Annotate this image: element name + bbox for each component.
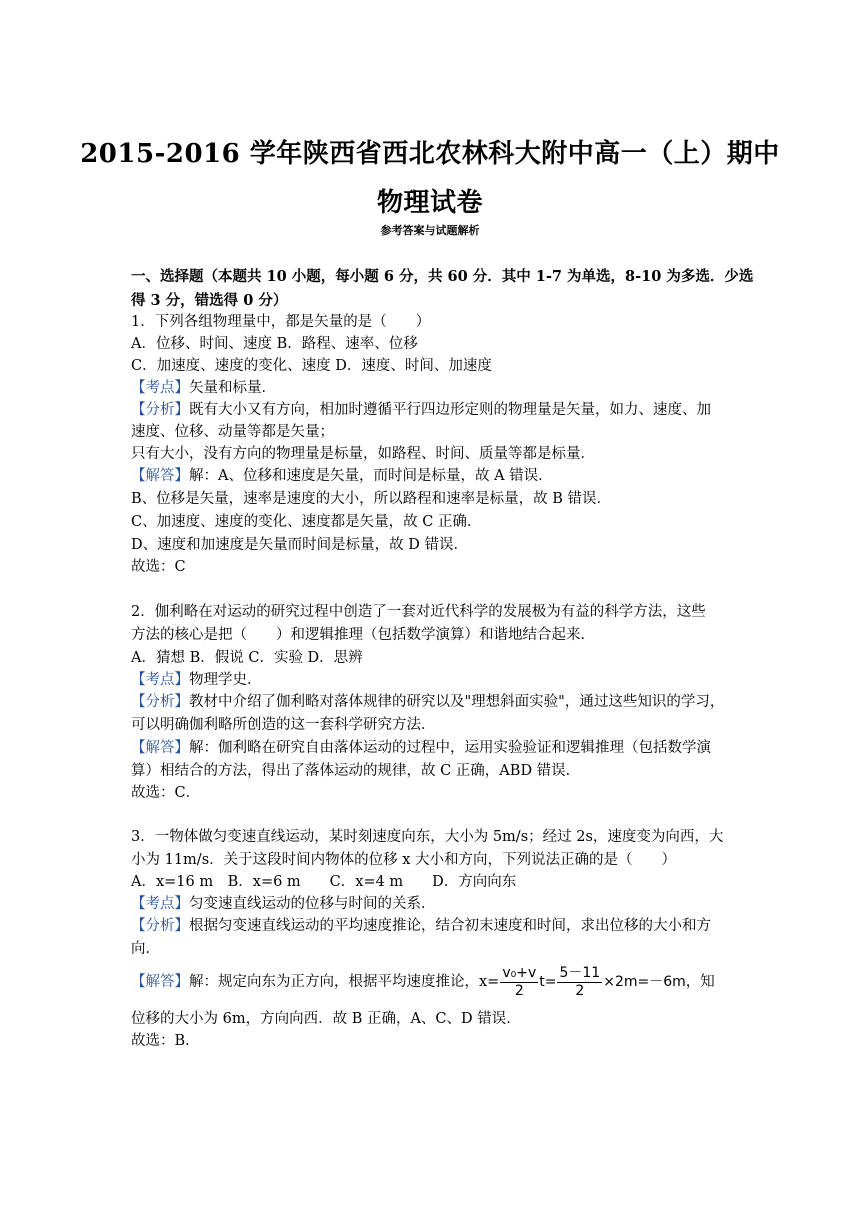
q2-jieda-text-2: 算）相结合的方法，得出了落体运动的规律，故 C 正确，ABD 错误． xyxy=(131,763,581,779)
q3-fenxi-text-2: 向． xyxy=(131,941,160,957)
jieda-label: 【解答】 xyxy=(131,740,189,756)
q1-jieda-text-3: C、加速度、速度的变化、速度都是矢量，故 C 正确． xyxy=(131,514,482,530)
fraction-1-numerator: v₀+v xyxy=(502,964,537,981)
q3-kaodian-text: 匀变速直线运动的位移与时间的关系． xyxy=(189,896,436,912)
q1-kaodian xyxy=(131,377,731,399)
section-header-line2: 得 3 分，错选得 0 分） xyxy=(131,292,288,309)
q2-fenxi-text-1: 教材中介绍了伽利略对落体规律的研究以及"理想斜面实验"，通过这些知识的学习， xyxy=(189,694,725,710)
q3-stem-1: 3．一物体做匀变速直线运动，某时刻速度向东，大小为 5m/s；经过 2s，速度变为向西，大 xyxy=(131,829,724,845)
q3-jieda-text-1-end: ，知 xyxy=(685,974,715,990)
fraction-1-denominator: 2 xyxy=(514,982,524,999)
q2-jieda-text-1: 解：伽利略在研究自由落体运动的过程中，运用实验验证和逻辑推理（包括数学演 xyxy=(189,740,711,756)
formula-tail: ×2m=－6m xyxy=(603,974,686,990)
jieda-label: 【解答】 xyxy=(131,468,189,484)
jieda-label: 【解答】 xyxy=(131,974,189,990)
q2-fenxi-text-2: 可以明确伽利略所创造的这一套科学研究方法． xyxy=(131,717,436,733)
kaodian-label: 【考点】 xyxy=(131,896,189,912)
q1-answer: 故选：C xyxy=(131,559,186,575)
q2-fenxi xyxy=(131,691,731,713)
q1-fenxi-text-2: 速度、位移、动量等都是矢量； xyxy=(131,424,334,440)
q1-fenxi xyxy=(131,399,731,421)
section-header-line1: 一、选择题（本题共 10 小题，每小题 6 分，共 60 分．其中 1-7 为单选，8-10 为多选．少选 xyxy=(131,268,754,285)
q1-jieda-text-1: 解：A、位移和速度是矢量，而时间是标量，故 A 错误． xyxy=(189,468,553,484)
q2-stem-1: 2．伽利略在对运动的研究过程中创造了一套对近代科学的发展极为有益的科学方法，这些 xyxy=(131,604,706,620)
kaodian-label: 【考点】 xyxy=(131,380,189,396)
formula-mid: t= xyxy=(539,974,557,990)
q3-fenxi-text-1: 根据匀变速直线运动的平均速度推论，结合初末速度和时间，求出位移的大小和方 xyxy=(189,918,711,934)
document-subtitle: 参考答案与试题解析 xyxy=(380,224,480,237)
q3-answer: 故选：B． xyxy=(131,1033,200,1049)
q1-jieda-text-4: D、速度和加速度是矢量而时间是标量，故 D 错误． xyxy=(131,537,468,553)
fraction-2-denominator: 2 xyxy=(575,982,585,999)
q2-stem-2: 方法的核心是把（ ）和逻辑推理（包括数学演算）和谐地结合起来． xyxy=(131,627,595,643)
q3-fenxi xyxy=(131,915,731,937)
q3-jieda xyxy=(131,964,731,1000)
q1-kaodian-text: 矢量和标量． xyxy=(189,380,276,396)
q2-options: A．猜想 B．假说 C．实验 D．思辨 xyxy=(131,650,363,666)
q2-jieda xyxy=(131,737,731,759)
q2-kaodian-text: 物理学史． xyxy=(189,672,262,688)
fraction-2 xyxy=(557,965,602,1000)
q3-stem-2: 小为 11m/s．关于这段时间内物体的位移 x 大小和方向，下列说法正确的是（ ） xyxy=(131,852,677,868)
q1-options-ab: A．位移、时间、速度 B．路程、速率、位移 xyxy=(131,336,418,352)
fenxi-label: 【分析】 xyxy=(131,694,189,710)
q3-kaodian xyxy=(131,893,731,915)
fenxi-label: 【分析】 xyxy=(131,918,189,934)
document-title-line2: 物理试卷 xyxy=(376,188,483,218)
kaodian-label: 【考点】 xyxy=(131,672,189,688)
q2-kaodian xyxy=(131,669,731,691)
q1-options-cd: C．加速度、速度的变化、速度 D．速度、时间、加速度 xyxy=(131,358,492,374)
q3-options: A．x=16 m B．x=6 m C．x=4 m D．方向向东 xyxy=(131,874,517,890)
q1-stem: 1．下列各组物理量中，都是矢量的是（ ） xyxy=(131,314,431,330)
q3-jieda-text-2: 位移的大小为 6m，方向向西．故 B 正确，A、C、D 错误． xyxy=(131,1011,521,1027)
fraction-2-numerator: 5－11 xyxy=(559,964,601,981)
q1-fenxi-text-1: 既有大小又有方向，相加时遵循平行四边形定则的物理量是矢量，如力、速度、加 xyxy=(189,402,711,418)
fenxi-label: 【分析】 xyxy=(131,402,189,418)
q1-jieda xyxy=(131,465,731,487)
fraction-1 xyxy=(500,965,538,1000)
q1-jieda-text-2: B、位移是矢量，速率是速度的大小，所以路程和速率是标量，故 B 错误． xyxy=(131,491,612,507)
q2-answer: 故选：C． xyxy=(131,785,201,801)
q3-formula xyxy=(499,964,686,999)
q1-fenxi-text-3: 只有大小，没有方向的物理量是标量，如路程、时间、质量等都是标量． xyxy=(131,446,595,462)
document-title-line1: 2015-2016 学年陕西省西北农林科大附中高一（上）期中 xyxy=(80,139,780,169)
q3-jieda-text-1: 解：规定向东为正方向，根据平均速度推论，x= xyxy=(189,974,500,990)
